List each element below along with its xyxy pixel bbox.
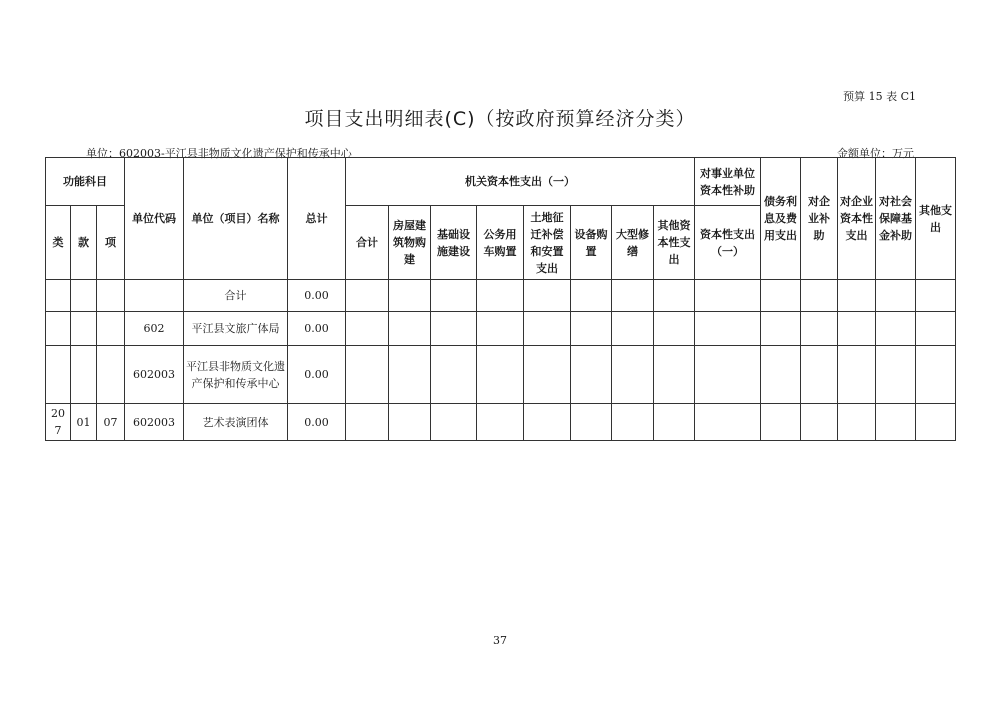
cell-lei: 207 [46,404,71,441]
header-subsidy-capital: 资本性支出（一） [695,206,761,280]
cell-empty [477,280,524,312]
cell-kuan: 01 [71,404,97,441]
header-lei: 类 [46,206,71,280]
header-cap-infra: 基础设施建设 [431,206,477,280]
cell-empty [876,346,916,404]
header-capital-expenditure: 机关资本性支出（一） [346,158,695,206]
cell-empty [571,312,612,346]
cell-empty [571,346,612,404]
table-row [46,346,956,404]
cell-empty [801,404,838,441]
cell-empty [695,346,761,404]
cell-empty [389,346,431,404]
header-unit-name: 单位（项目）名称 [184,158,288,280]
cell-code: 602 [125,312,184,346]
cell-empty [801,312,838,346]
cell-empty [654,404,695,441]
cell-code [125,280,184,312]
cell-empty [346,312,389,346]
header-cap-vehicle: 公务用车购置 [477,206,524,280]
cell-empty [477,404,524,441]
cell-empty [876,404,916,441]
cell-empty [524,404,571,441]
cell-empty [389,280,431,312]
cell-kuan [71,280,97,312]
cell-empty [431,312,477,346]
cell-name: 平江县非物质文化遗产保护和传承中心 [184,346,288,404]
cell-empty [916,346,956,404]
cell-xiang [97,346,125,404]
cell-empty [876,312,916,346]
cell-total: 0.00 [288,280,346,312]
header-cap-other: 其他资本性支出 [654,206,695,280]
cell-empty [761,312,801,346]
cell-empty [612,312,654,346]
header-institution-subsidy: 对事业单位资本性补助 [695,158,761,206]
cell-empty [838,346,876,404]
cell-empty [654,312,695,346]
cell-name: 艺术表演团体 [184,404,288,441]
cell-empty [346,346,389,404]
cell-empty [654,280,695,312]
cell-empty [571,404,612,441]
cell-empty [431,346,477,404]
cell-empty [389,404,431,441]
header-xiang: 项 [97,206,125,280]
cell-empty [695,280,761,312]
cell-empty [612,404,654,441]
cell-name: 平江县文旅广体局 [184,312,288,346]
cell-empty [612,346,654,404]
money-unit-label: 金额单位：万元 [837,147,914,160]
cell-name: 合计 [184,280,288,312]
cell-empty [801,280,838,312]
cell-empty [695,312,761,346]
expenditure-table [45,157,956,441]
header-enterprise-subsidy: 对企业补助 [801,158,838,280]
header-cap-sum: 合计 [346,206,389,280]
cell-empty [524,312,571,346]
cell-empty [695,404,761,441]
header-kuan: 款 [71,206,97,280]
page-title: 项目支出明细表(C)（按政府预算经济分类） [304,108,696,130]
cell-empty [801,346,838,404]
cell-lei [46,312,71,346]
cell-total: 0.00 [288,312,346,346]
header-unit-code: 单位代码 [125,158,184,280]
table-row [46,404,956,441]
cell-empty [431,280,477,312]
cell-empty [838,280,876,312]
cell-empty [346,280,389,312]
cell-empty [524,346,571,404]
header-debt-interest: 债务利息及费用支出 [761,158,801,280]
cell-kuan [71,346,97,404]
header-function-subject: 功能科目 [46,158,125,206]
cell-xiang: 07 [97,404,125,441]
cell-empty [916,404,956,441]
cell-lei [46,280,71,312]
cell-empty [876,280,916,312]
cell-empty [524,280,571,312]
cell-code: 602003 [125,404,184,441]
cell-kuan [71,312,97,346]
header-total: 总计 [288,158,346,280]
table-code: 预算 15 表 C1 [843,90,916,103]
cell-empty [346,404,389,441]
header-other: 其他支出 [916,158,956,280]
cell-xiang [97,312,125,346]
header-enterprise-capital: 对企业资本性支出 [838,158,876,280]
table-row [46,312,956,346]
header-cap-equipment: 设备购置 [571,206,612,280]
cell-empty [761,404,801,441]
cell-empty [761,280,801,312]
cell-total: 0.00 [288,404,346,441]
cell-xiang [97,280,125,312]
cell-empty [916,312,956,346]
cell-total: 0.00 [288,346,346,404]
cell-empty [838,404,876,441]
page-number: 37 [493,634,507,647]
cell-empty [838,312,876,346]
header-cap-land: 土地征迁补偿和安置支出 [524,206,571,280]
table-row [46,280,956,312]
header-cap-repair: 大型修缮 [612,206,654,280]
header-social-security: 对社会保障基金补助 [876,158,916,280]
cell-lei [46,346,71,404]
cell-empty [389,312,431,346]
cell-empty [654,346,695,404]
cell-empty [477,312,524,346]
cell-empty [571,280,612,312]
cell-code: 602003 [125,346,184,404]
cell-empty [612,280,654,312]
cell-empty [761,346,801,404]
header-cap-building: 房屋建筑物购建 [389,206,431,280]
cell-empty [431,404,477,441]
unit-label: 单位：602003-平江县非物质文化遗产保护和传承中心 [86,147,352,160]
cell-empty [477,346,524,404]
cell-empty [916,280,956,312]
